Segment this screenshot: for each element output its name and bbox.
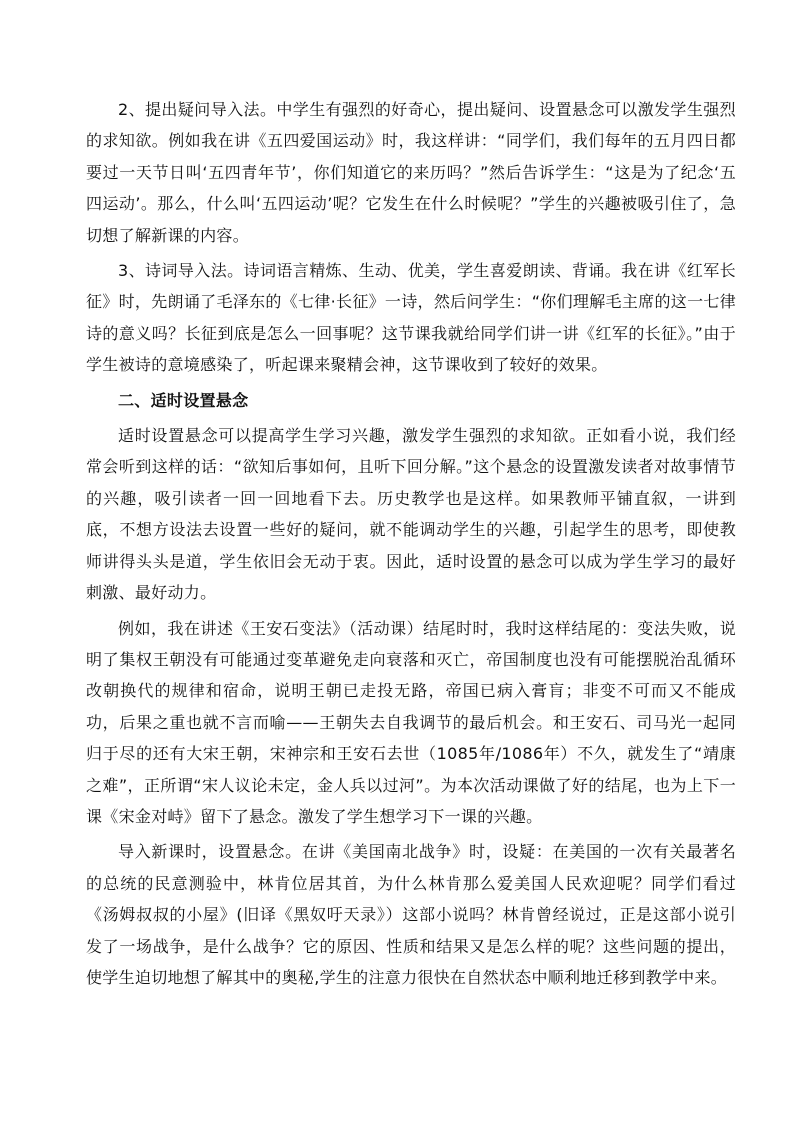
paragraph-poetry-method: 3、诗词导入法。诗词语言精炼、生动、优美，学生喜爱朗读、背诵。我在讲《红军长征》时，先朗诵了毛泽东的《七律·长征》一诗，然后问学生：“你们理解毛主席的这一七律诗的意义吗？长征到底是怎么一回事呢？这节课我就给同学们讲一讲《红军的长征》。”由于学生被诗的意境感染了，听起课来聚精会神，这节课收到了较好的效果。 (86, 261, 736, 375)
paragraph-wang-anshi-example: 例如，我在讲述《王安石变法》（活动课）结尾时时，我时这样结尾的：变法失败，说明了集权王朝没有可能通过变革避免走向衰落和灭亡，帝国制度也没有可能摆脱治乱循环改朝换代的规律和宿命，说明王朝已走投无路，帝国已病入膏肓；非变不可而又不能成功，后果之重也就不言而喻——王朝失去自我调节的最后机会。和王安石、司马光一起同归于尽的还有大宋王朝，宋神宗和王安石去世（1085年/1086年）不久，就发生了“靖康之难”，正所谓“宋人议论未定，金人兵以过河”。为本次活动课做了好的结尾，也为上下一课《宋金对峙》留下了悬念。激发了学生想学习下一课的兴趣。 (86, 618, 736, 826)
paragraph-civil-war-example: 导入新课时，设置悬念。在讲《美国南北战争》时，设疑：在美国的一次有关最著名的总统的民意测验中，林肯位居其首，为什么林肯那么爱美国人民欢迎呢？同学们看过《汤姆叔叔的小屋》(旧译《黑奴吁天录》）这部小说吗？林肯曾经说过，正是这部小说引发了一场战争，是什么战争？它的原因、性质和结果又是怎么样的呢？这些问题的提出，使学生迫切地想了解其中的奥秘,学生的注意力很快在自然状态中顺利地迁移到教学中来。 (86, 842, 736, 987)
section-heading: 二、适时设置悬念 (118, 390, 249, 410)
paragraph-suspense-intro: 适时设置悬念可以提高学生学习兴趣，激发学生强烈的求知欲。正如看小说，我们经常会听到这样的话：“欲知后事如何，且听下回分解。”这个悬念的设置激发读者对故事情节的兴趣，吸引读者一回一回地看下去。历史教学也是这样。如果教师平铺直叙，一讲到底，不想方设法去设置一些好的疑问，就不能调动学生的兴趣，引起学生的思考，即使教师讲得头头是道，学生依旧会无动于衷。因此，适时设置的悬念可以成为学生学习的最好刺激、最好动力。 (86, 426, 736, 603)
paragraph-question-method: 2、提出疑问导入法。中学生有强烈的好奇心，提出疑问、设置悬念可以激发学生强烈的求知欲。例如我在讲《五四爱国运动》时，我这样讲：“同学们，我们每年的五月四日都要过一天节日叫‘五四青年节’，你们知道它的来历吗？”然后告诉学生：“这是为了纪念‘五四运动’。那么，什么叫‘五四运动’呢？它发生在什么时候呢？”学生的兴趣被吸引住了，急切想了解新课的内容。 (86, 100, 736, 245)
document-body (86, 94, 736, 993)
